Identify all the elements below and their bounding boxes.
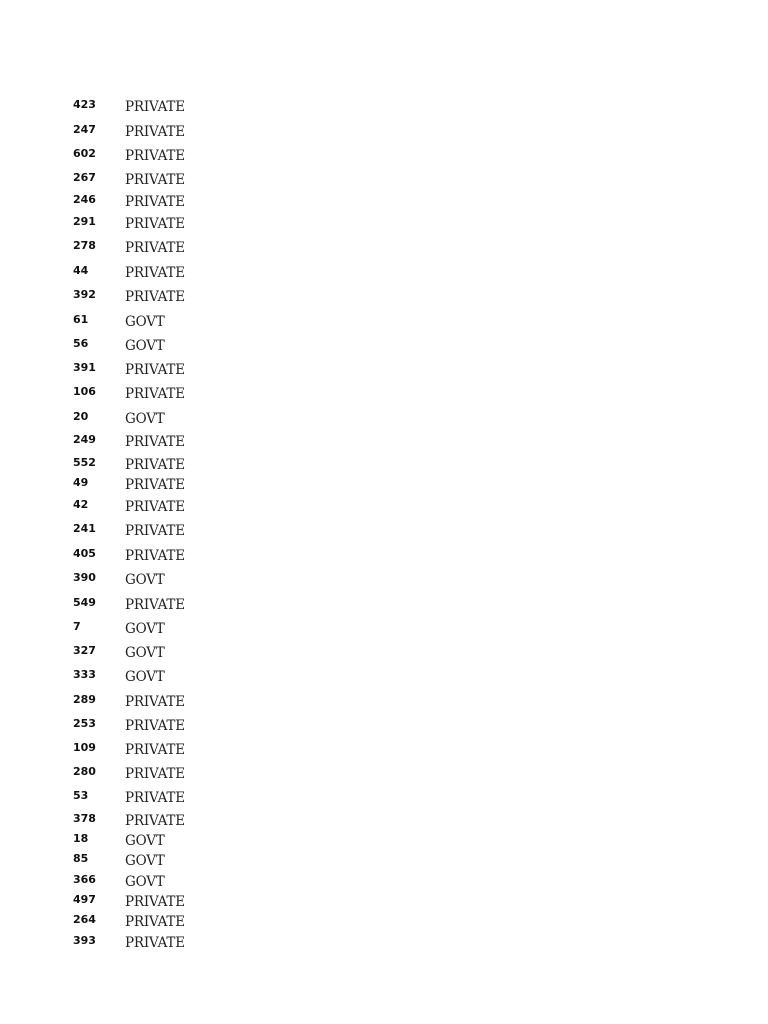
table-row xyxy=(0,385,768,405)
table-row xyxy=(0,893,768,913)
row-type: PRIVATE xyxy=(125,499,185,515)
row-id: 405 xyxy=(73,547,96,560)
table-row xyxy=(0,873,768,893)
row-id: 602 xyxy=(73,147,96,160)
row-type: PRIVATE xyxy=(125,240,185,256)
row-type: PRIVATE xyxy=(125,597,185,613)
row-type: GOVT xyxy=(125,645,165,661)
row-id: 278 xyxy=(73,239,96,252)
row-type: PRIVATE xyxy=(125,148,185,164)
table-row xyxy=(0,313,768,333)
row-id: 247 xyxy=(73,123,96,136)
row-id: 392 xyxy=(73,288,96,301)
table-row xyxy=(0,717,768,737)
row-type: GOVT xyxy=(125,314,165,330)
row-type: PRIVATE xyxy=(125,548,185,564)
row-type: GOVT xyxy=(125,621,165,637)
row-type: PRIVATE xyxy=(125,265,185,281)
row-id: 378 xyxy=(73,812,96,825)
row-id: 44 xyxy=(73,264,89,277)
table-row xyxy=(0,913,768,933)
row-type: PRIVATE xyxy=(125,216,185,232)
row-type: PRIVATE xyxy=(125,894,185,910)
table-row xyxy=(0,547,768,567)
table-row xyxy=(0,832,768,852)
table-row xyxy=(0,476,768,496)
table-row xyxy=(0,693,768,713)
row-type: GOVT xyxy=(125,338,165,354)
row-id: 549 xyxy=(73,596,96,609)
row-id: 289 xyxy=(73,693,96,706)
row-type: PRIVATE xyxy=(125,813,185,829)
row-id: 390 xyxy=(73,571,96,584)
row-type: PRIVATE xyxy=(125,742,185,758)
table-row xyxy=(0,596,768,616)
table-row xyxy=(0,522,768,542)
row-id: 327 xyxy=(73,644,96,657)
row-id: 253 xyxy=(73,717,96,730)
table-row xyxy=(0,410,768,430)
table-row xyxy=(0,498,768,518)
table-row xyxy=(0,456,768,476)
table-row xyxy=(0,171,768,191)
row-type: PRIVATE xyxy=(125,362,185,378)
row-id: 249 xyxy=(73,433,96,446)
row-type: GOVT xyxy=(125,853,165,869)
row-type: PRIVATE xyxy=(125,523,185,539)
table-row xyxy=(0,361,768,381)
row-id: 42 xyxy=(73,498,89,511)
row-type: PRIVATE xyxy=(125,434,185,450)
table-row xyxy=(0,765,768,785)
row-type: PRIVATE xyxy=(125,194,185,210)
row-type: PRIVATE xyxy=(125,386,185,402)
row-id: 7 xyxy=(73,620,81,633)
row-type: PRIVATE xyxy=(125,289,185,305)
row-id: 280 xyxy=(73,765,96,778)
row-type: GOVT xyxy=(125,833,165,849)
row-id: 552 xyxy=(73,456,96,469)
row-id: 393 xyxy=(73,934,96,947)
row-type: PRIVATE xyxy=(125,790,185,806)
row-id: 333 xyxy=(73,668,96,681)
row-type: PRIVATE xyxy=(125,914,185,930)
row-type: PRIVATE xyxy=(125,935,185,951)
table-row xyxy=(0,215,768,235)
row-id: 391 xyxy=(73,361,96,374)
row-id: 49 xyxy=(73,476,89,489)
row-type: GOVT xyxy=(125,669,165,685)
row-type: PRIVATE xyxy=(125,172,185,188)
row-id: 61 xyxy=(73,313,89,326)
row-id: 106 xyxy=(73,385,96,398)
row-id: 497 xyxy=(73,893,96,906)
table-row xyxy=(0,644,768,664)
table-row xyxy=(0,193,768,213)
row-id: 18 xyxy=(73,832,89,845)
row-id: 423 xyxy=(73,98,96,111)
row-id: 56 xyxy=(73,337,89,350)
row-id: 109 xyxy=(73,741,96,754)
table-row xyxy=(0,620,768,640)
table-row xyxy=(0,98,768,118)
table-row xyxy=(0,741,768,761)
row-id: 20 xyxy=(73,410,89,423)
row-id: 264 xyxy=(73,913,96,926)
row-id: 291 xyxy=(73,215,96,228)
table-row xyxy=(0,337,768,357)
row-id: 246 xyxy=(73,193,96,206)
table-row xyxy=(0,239,768,259)
row-type: PRIVATE xyxy=(125,124,185,140)
row-type: PRIVATE xyxy=(125,694,185,710)
table-row xyxy=(0,934,768,954)
row-id: 366 xyxy=(73,873,96,886)
table-row xyxy=(0,433,768,453)
table-row xyxy=(0,852,768,872)
row-type: GOVT xyxy=(125,874,165,890)
row-type: GOVT xyxy=(125,411,165,427)
table-row xyxy=(0,288,768,308)
row-id: 53 xyxy=(73,789,89,802)
table-row xyxy=(0,789,768,809)
table-row xyxy=(0,812,768,832)
table-row xyxy=(0,123,768,143)
row-type: GOVT xyxy=(125,572,165,588)
row-id: 85 xyxy=(73,852,89,865)
table-row xyxy=(0,668,768,688)
row-type: PRIVATE xyxy=(125,99,185,115)
table-row xyxy=(0,264,768,284)
table-row xyxy=(0,147,768,167)
row-type: PRIVATE xyxy=(125,477,185,493)
row-type: PRIVATE xyxy=(125,718,185,734)
row-id: 241 xyxy=(73,522,96,535)
row-id: 267 xyxy=(73,171,96,184)
row-type: PRIVATE xyxy=(125,457,185,473)
row-type: PRIVATE xyxy=(125,766,185,782)
table-row xyxy=(0,571,768,591)
